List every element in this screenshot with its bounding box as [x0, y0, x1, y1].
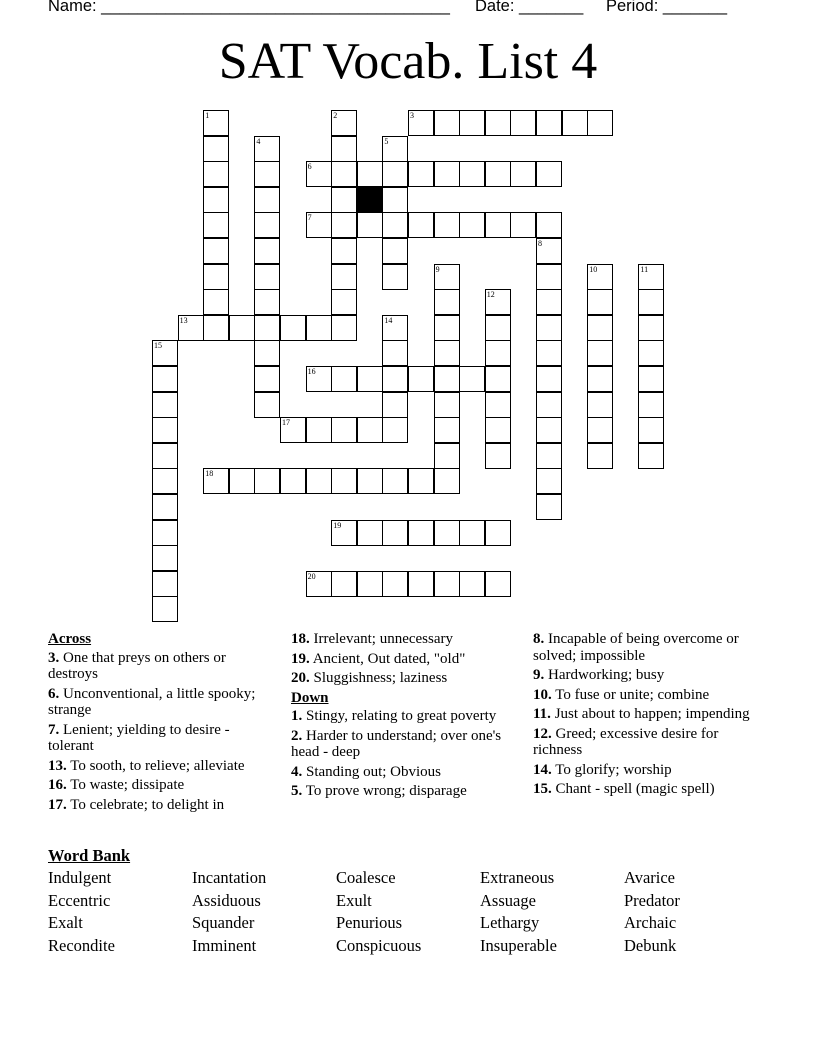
crossword-cell[interactable] — [536, 494, 562, 520]
clue-number: 14 — [384, 315, 393, 325]
crossword-cell[interactable] — [408, 520, 434, 546]
crossword-cell[interactable] — [434, 520, 460, 546]
crossword-cell[interactable] — [203, 315, 229, 341]
crossword-cell[interactable] — [587, 340, 613, 366]
clue-number: 9 — [435, 264, 440, 274]
crossword-cell[interactable] — [536, 289, 562, 315]
crossword-cell[interactable] — [408, 161, 434, 187]
crossword-cell[interactable] — [357, 417, 383, 443]
crossword-cell[interactable] — [459, 110, 485, 136]
crossword-cell[interactable] — [254, 238, 280, 264]
crossword-cell[interactable] — [536, 392, 562, 418]
clue-number: 13 — [179, 315, 188, 325]
crossword-cell[interactable] — [152, 392, 178, 418]
crossword-cell[interactable] — [434, 110, 460, 136]
crossword-cell[interactable] — [638, 443, 664, 469]
crossword-cell[interactable] — [485, 289, 511, 315]
crossword-cell[interactable] — [434, 289, 460, 315]
crossword-cell[interactable] — [587, 366, 613, 392]
clue-down-11: 11. Just about to happen; impending — [533, 706, 750, 722]
black-square — [357, 187, 383, 213]
clue-number: 6 — [307, 162, 312, 172]
clues-column-2 — [291, 631, 519, 803]
crossword-cell[interactable] — [587, 110, 613, 136]
clue-number: 20 — [307, 571, 316, 581]
crossword-cell[interactable] — [306, 315, 332, 341]
crossword-cell[interactable] — [434, 443, 460, 469]
word-bank-word: Exult — [336, 891, 372, 910]
crossword-cell[interactable] — [459, 161, 485, 187]
crossword-cell[interactable] — [306, 571, 332, 597]
crossword-cell[interactable] — [357, 161, 383, 187]
crossword-cell[interactable] — [382, 161, 408, 187]
crossword-cell[interactable] — [434, 366, 460, 392]
crossword-cell[interactable] — [152, 468, 178, 494]
crossword-cell[interactable] — [382, 187, 408, 213]
across-heading: Across — [48, 631, 92, 647]
crossword-cell[interactable] — [152, 366, 178, 392]
clue-across-7: 7. Lenient; yielding to desire - tolerant — [48, 721, 230, 754]
word-bank-word: Predator — [624, 891, 680, 910]
crossword-cell[interactable] — [280, 468, 306, 494]
clue-number: 2 — [333, 111, 338, 120]
crossword-cell[interactable] — [510, 161, 536, 187]
crossword-cell[interactable] — [459, 366, 485, 392]
clue-down-5: 5. To prove wrong; disparage — [291, 783, 467, 799]
clue-number: 12 — [486, 290, 495, 300]
crossword-cell[interactable] — [562, 110, 588, 136]
crossword-cell[interactable] — [587, 392, 613, 418]
clues-column-3 — [533, 631, 768, 801]
clue-across-20: 20. Sluggishness; laziness — [291, 670, 448, 686]
crossword-cell[interactable] — [382, 136, 408, 162]
crossword-cell[interactable] — [638, 417, 664, 443]
clue-number: 16 — [307, 367, 316, 376]
crossword-cell[interactable] — [331, 571, 357, 597]
clue-number: 8 — [538, 239, 542, 248]
crossword-cell[interactable] — [536, 417, 562, 443]
word-bank-word: Imminent — [192, 936, 257, 955]
crossword-cell[interactable] — [254, 161, 280, 187]
clue-down-12: 12. Greed; excessive desire for richness — [533, 725, 719, 758]
clue-number: 5 — [384, 136, 389, 146]
crossword-cell[interactable] — [357, 520, 383, 546]
crossword-cell[interactable] — [203, 187, 229, 213]
crossword-cell[interactable] — [280, 315, 306, 341]
clue-number: 17 — [282, 418, 290, 428]
word-bank-word: Debunk — [624, 936, 677, 955]
date-label: Date: _______ — [475, 0, 584, 15]
crossword-cell[interactable] — [638, 264, 664, 290]
crossword-cell[interactable] — [280, 417, 306, 443]
crossword-cell[interactable] — [434, 161, 460, 187]
crossword-cell[interactable] — [152, 417, 178, 443]
clue-across-6: 6. Unconventional, a little spooky; strange — [48, 685, 256, 718]
clue-number: 18 — [205, 469, 214, 479]
crossword-cell[interactable] — [306, 417, 332, 443]
crossword-cell[interactable] — [254, 212, 280, 238]
crossword-cell[interactable] — [152, 571, 178, 597]
crossword-cell[interactable] — [485, 366, 511, 392]
clue-down-10: 10. To fuse or unite; combine — [533, 686, 710, 703]
clue-down-4: 4. Standing out; Obvious — [291, 763, 442, 780]
crossword-cell[interactable] — [254, 392, 280, 418]
crossword-cell[interactable] — [357, 571, 383, 597]
crossword-cell[interactable] — [331, 238, 357, 264]
word-bank-word: Indulgent — [48, 868, 112, 887]
crossword-cell[interactable] — [536, 212, 562, 238]
clue-number: 3 — [410, 111, 414, 120]
crossword-cell[interactable] — [254, 264, 280, 290]
clue-down-1: 1. Stingy, relating to great poverty — [291, 708, 497, 724]
crossword-cell[interactable] — [331, 187, 357, 213]
clue-down-9: 9. Hardworking; busy — [533, 667, 665, 683]
crossword-cell[interactable] — [306, 366, 332, 392]
crossword-cell[interactable] — [331, 366, 357, 392]
crossword-cell[interactable] — [254, 136, 280, 162]
page-title: SAT Vocab. List 4 — [218, 33, 598, 90]
crossword-cell[interactable] — [254, 187, 280, 213]
word-bank-word: Archaic — [624, 913, 677, 932]
crossword-cell[interactable] — [485, 417, 511, 443]
word-bank-word: Insuperable — [480, 936, 557, 955]
crossword-cell[interactable] — [536, 315, 562, 341]
word-bank-word: Assiduous — [192, 891, 261, 910]
crossword-cell[interactable] — [229, 315, 255, 341]
crossword-cell[interactable] — [331, 520, 357, 546]
crossword-cell[interactable] — [587, 264, 613, 290]
clue-number: 10 — [589, 264, 598, 274]
clue-across-3: 3. One that preys on others or destroys — [48, 649, 226, 682]
crossword-cell[interactable] — [536, 340, 562, 366]
crossword-cell[interactable] — [382, 468, 408, 494]
crossword-cell[interactable] — [152, 596, 178, 622]
crossword-cell[interactable] — [331, 110, 357, 136]
crossword-cell[interactable] — [382, 238, 408, 264]
word-bank-title: Word Bank — [48, 846, 131, 865]
crossword-cell[interactable] — [331, 212, 357, 238]
crossword-cell[interactable] — [536, 443, 562, 469]
crossword-cell[interactable] — [382, 264, 408, 290]
crossword-cell[interactable] — [587, 417, 613, 443]
crossword-cell[interactable] — [203, 110, 229, 136]
crossword-cell[interactable] — [331, 264, 357, 290]
clues-column-1 — [48, 631, 276, 816]
crossword-cell[interactable] — [434, 392, 460, 418]
crossword-cell[interactable] — [203, 238, 229, 264]
clue-number: 7 — [307, 213, 312, 223]
crossword-cell[interactable] — [638, 340, 664, 366]
crossword-cell[interactable] — [306, 212, 332, 238]
crossword-cell[interactable] — [434, 315, 460, 341]
crossword-cell[interactable] — [587, 315, 613, 341]
crossword-cell[interactable] — [331, 289, 357, 315]
word-bank-word: Squander — [192, 913, 255, 932]
crossword-cell[interactable] — [178, 315, 204, 341]
crossword-cell[interactable] — [459, 212, 485, 238]
down-heading: Down — [291, 689, 329, 706]
crossword-cell[interactable] — [331, 468, 357, 494]
crossword-cell[interactable] — [485, 520, 511, 546]
word-bank-word: Avarice — [624, 868, 675, 887]
crossword-cell[interactable] — [203, 136, 229, 162]
crossword-cell[interactable] — [152, 443, 178, 469]
crossword-cell[interactable] — [254, 340, 280, 366]
crossword-cell[interactable] — [485, 571, 511, 597]
crossword-cell[interactable] — [638, 392, 664, 418]
crossword-cell[interactable] — [434, 571, 460, 597]
clue-number: 4 — [256, 136, 261, 146]
crossword-cell[interactable] — [510, 110, 536, 136]
crossword-cell[interactable] — [357, 212, 383, 238]
crossword-cell[interactable] — [434, 212, 460, 238]
crossword-cell[interactable] — [536, 161, 562, 187]
crossword-cell[interactable] — [382, 392, 408, 418]
crossword-cell[interactable] — [434, 264, 460, 290]
word-bank-word: Coalesce — [336, 868, 396, 887]
clue-down-14: 14. To glorify; worship — [533, 761, 672, 778]
word-bank-word: Eccentric — [48, 891, 111, 910]
crossword-cell[interactable] — [152, 520, 178, 546]
clue-across-19: 19. Ancient, Out dated, "old" — [291, 650, 466, 667]
crossword-cell[interactable] — [408, 110, 434, 136]
crossword-cell[interactable] — [434, 468, 460, 494]
crossword-cell[interactable] — [382, 520, 408, 546]
crossword-cell[interactable] — [382, 366, 408, 392]
crossword-cell[interactable] — [331, 136, 357, 162]
crossword-cell[interactable] — [152, 340, 178, 366]
crossword-cell[interactable] — [485, 315, 511, 341]
crossword-cell[interactable] — [485, 443, 511, 469]
word-bank-word: Incantation — [192, 868, 267, 887]
crossword-cell[interactable] — [254, 289, 280, 315]
crossword-cell[interactable] — [203, 212, 229, 238]
crossword-cell[interactable] — [536, 264, 562, 290]
crossword-cell[interactable] — [254, 468, 280, 494]
crossword-cell[interactable] — [638, 315, 664, 341]
crossword-cell[interactable] — [382, 340, 408, 366]
crossword-cell[interactable] — [306, 161, 332, 187]
clue-across-17: 17. To celebrate; to delight in — [48, 796, 225, 813]
crossword-cell[interactable] — [536, 238, 562, 264]
crossword-cell[interactable] — [331, 417, 357, 443]
clue-across-13: 13. To sooth, to relieve; alleviate — [48, 757, 245, 774]
name-label: Name: ______________________________________ — [48, 0, 450, 15]
clue-number: 15 — [154, 341, 162, 351]
crossword-cell[interactable] — [536, 468, 562, 494]
period-label: Period: _______ — [606, 0, 728, 15]
crossword-cell[interactable] — [638, 366, 664, 392]
clue-across-18: 18. Irrelevant; unnecessary — [291, 631, 454, 647]
crossword-cell[interactable] — [485, 110, 511, 136]
crossword-cell[interactable] — [382, 315, 408, 341]
crossword-cell[interactable] — [152, 545, 178, 571]
crossword-cell[interactable] — [408, 468, 434, 494]
word-bank-word: Exalt — [48, 913, 83, 932]
word-bank-word: Extraneous — [480, 868, 555, 887]
crossword-cell[interactable] — [408, 571, 434, 597]
crossword-cell[interactable] — [408, 366, 434, 392]
crossword-cell[interactable] — [587, 443, 613, 469]
clue-number: 19 — [333, 520, 342, 530]
crossword-cell[interactable] — [536, 110, 562, 136]
crossword-cell[interactable] — [382, 417, 408, 443]
word-bank-word: Conspicuous — [336, 936, 422, 955]
crossword-cell[interactable] — [254, 366, 280, 392]
clue-down-15: 15. Chant - spell (magic spell) — [533, 781, 715, 797]
crossword-cell[interactable] — [382, 212, 408, 238]
crossword-cell[interactable] — [331, 315, 357, 341]
crossword-cell[interactable] — [203, 161, 229, 187]
crossword-cell[interactable] — [459, 520, 485, 546]
crossword-cell[interactable] — [152, 494, 178, 520]
crossword-cell[interactable] — [485, 212, 511, 238]
word-bank-word: Lethargy — [480, 913, 540, 932]
clue-down-2: 2. Harder to understand; over one's head - deep — [291, 727, 502, 760]
clue-number: 1 — [205, 111, 210, 120]
crossword-cell[interactable] — [434, 417, 460, 443]
crossword-cell[interactable] — [357, 366, 383, 392]
crossword-cell[interactable] — [382, 571, 408, 597]
word-bank-word: Recondite — [48, 936, 115, 955]
crossword-cell[interactable] — [203, 264, 229, 290]
crossword-cell[interactable] — [485, 392, 511, 418]
word-bank-word: Assuage — [480, 891, 536, 910]
crossword-cell[interactable] — [203, 289, 229, 315]
clue-number: 11 — [640, 264, 649, 274]
crossword-cell[interactable] — [485, 161, 511, 187]
crossword-cell[interactable] — [459, 571, 485, 597]
crossword-cell[interactable] — [536, 366, 562, 392]
crossword-cell[interactable] — [408, 212, 434, 238]
clue-down-8: 8. Incapable of being overcome or solved; impossible — [533, 631, 739, 664]
crossword-cell[interactable] — [485, 340, 511, 366]
crossword-cell[interactable] — [638, 289, 664, 315]
word-bank-word: Penurious — [336, 913, 402, 932]
clue-across-16: 16. To waste; dissipate — [48, 777, 185, 793]
crossword-cell[interactable] — [306, 468, 332, 494]
crossword-cell[interactable] — [331, 161, 357, 187]
crossword-cell[interactable] — [357, 468, 383, 494]
crossword-cell[interactable] — [229, 468, 255, 494]
crossword-cell[interactable] — [587, 289, 613, 315]
crossword-cell[interactable] — [510, 212, 536, 238]
crossword-cell[interactable] — [254, 315, 280, 341]
crossword-cell[interactable] — [203, 468, 229, 494]
crossword-cell[interactable] — [434, 340, 460, 366]
